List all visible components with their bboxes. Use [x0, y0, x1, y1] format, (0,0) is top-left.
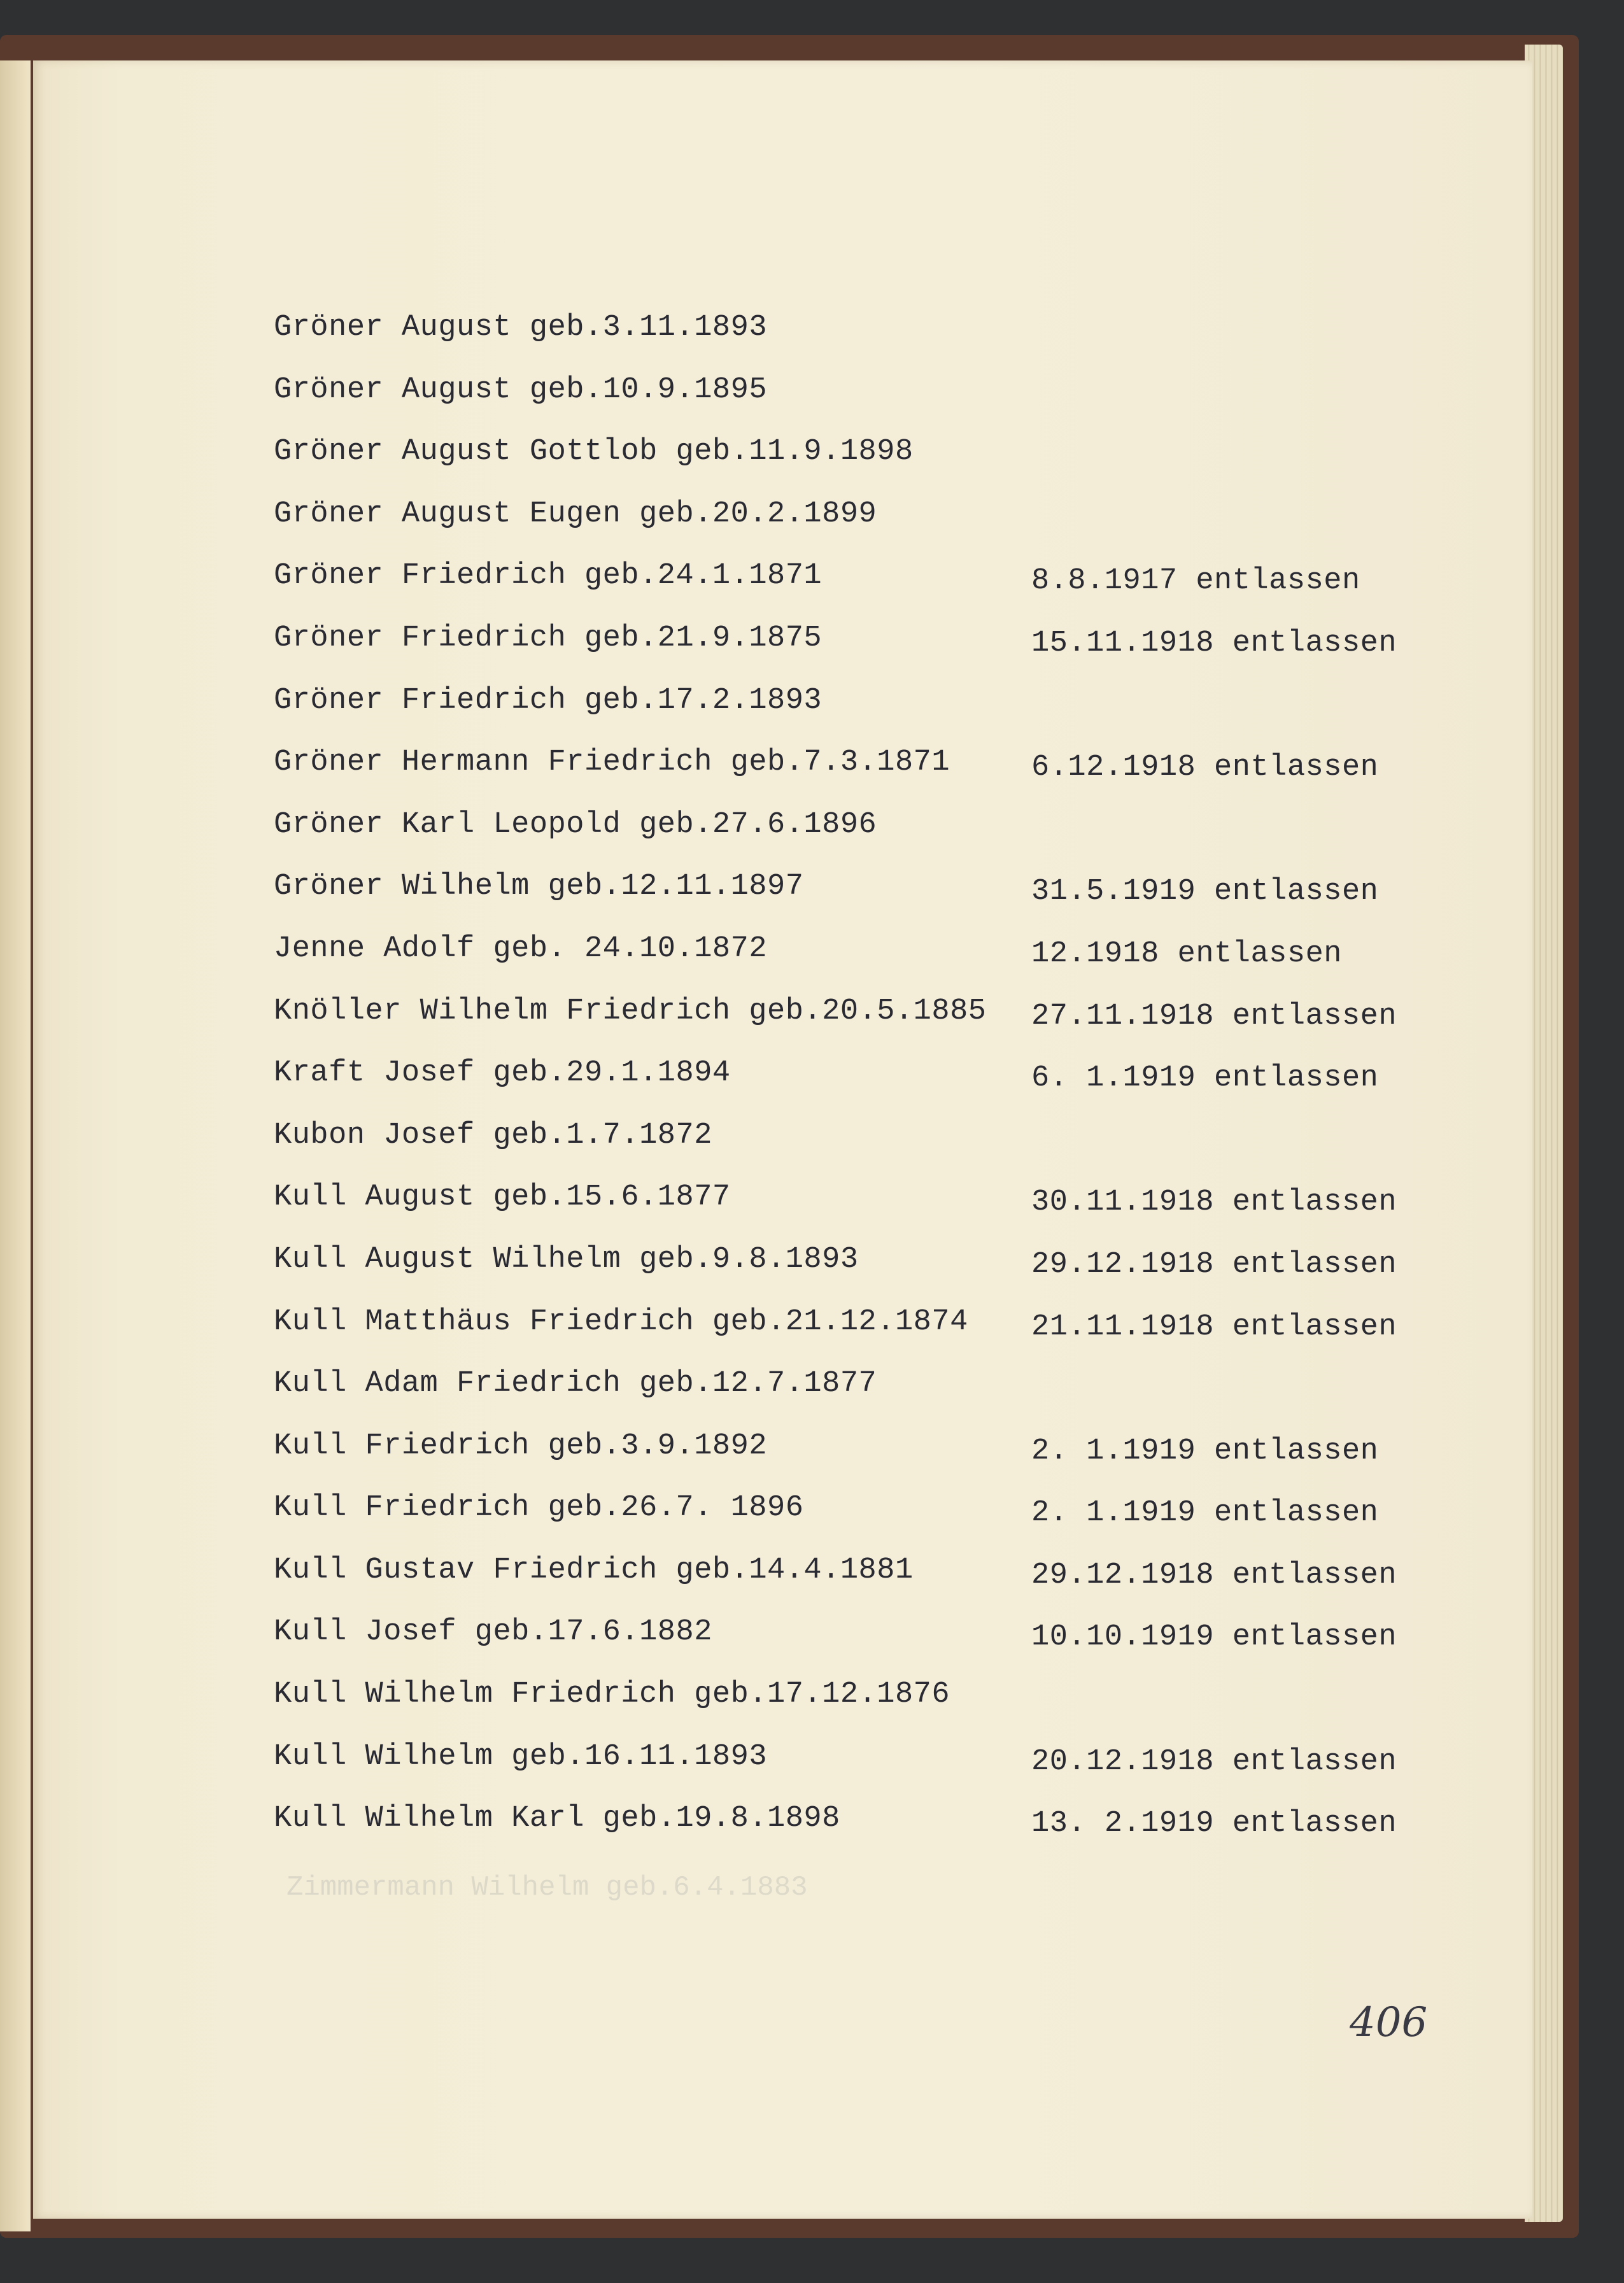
- entry-row: [274, 1243, 1515, 1305]
- folio-number: 406: [1350, 1999, 1428, 2046]
- entry-row: [274, 1305, 1515, 1368]
- entry-name: Kull Adam Friedrich geb.12.7.1877: [274, 1367, 877, 1401]
- entry-row: [274, 373, 1515, 435]
- entry-status: 29.12.1918 entlassen: [1031, 1247, 1397, 1282]
- entry-name: Gröner Karl Leopold geb.27.6.1896: [274, 807, 877, 842]
- entry-status: 30.11.1918 entlassen: [1031, 1185, 1397, 1220]
- entry-status: 21.11.1918 entlassen: [1031, 1310, 1397, 1344]
- entry-row: [274, 746, 1515, 808]
- entry-name: Kull Friedrich geb.3.9.1892: [274, 1429, 768, 1463]
- entry-name: Kull August Wilhelm geb.9.8.1893: [274, 1242, 859, 1276]
- entry-row: [274, 1180, 1515, 1243]
- entry-row: [274, 684, 1515, 746]
- entry-status: 8.8.1917 entlassen: [1031, 564, 1360, 598]
- entry-status: 13. 2.1919 entlassen: [1031, 1807, 1397, 1841]
- entry-row: [274, 994, 1515, 1057]
- entry-name: Kull Wilhelm geb.16.11.1893: [274, 1739, 768, 1774]
- entry-row: [274, 497, 1515, 560]
- entry-row: [274, 870, 1515, 932]
- entry-name: Jenne Adolf geb. 24.10.1872: [274, 931, 768, 966]
- entry-row: [274, 1367, 1515, 1429]
- entry-status: 2. 1.1919 entlassen: [1031, 1434, 1379, 1468]
- entry-row: [274, 1119, 1515, 1181]
- entry-name: Gröner August Eugen geb.20.2.1899: [274, 497, 877, 531]
- entry-status: 27.11.1918 entlassen: [1031, 999, 1397, 1033]
- entry-status: 31.5.1919 entlassen: [1031, 875, 1379, 909]
- entry-name: Kull Gustav Friedrich geb.14.4.1881: [274, 1553, 914, 1587]
- entry-status: 15.11.1918 entlassen: [1031, 626, 1397, 660]
- entry-name: Gröner August geb.10.9.1895: [274, 372, 768, 407]
- entry-row: [274, 621, 1515, 684]
- entry-row: [274, 1802, 1515, 1864]
- entry-row: [274, 1056, 1515, 1119]
- entry-name: Kull Matthäus Friedrich geb.21.12.1874: [274, 1304, 968, 1339]
- entry-name: Kull Josef geb.17.6.1882: [274, 1615, 712, 1650]
- entry-name: Kull August geb.15.6.1877: [274, 1180, 731, 1215]
- entry-row: [274, 1740, 1515, 1802]
- entry-name: Gröner Wilhelm geb.12.11.1897: [274, 870, 804, 904]
- entry-row: [274, 311, 1515, 373]
- entry-name: Gröner Friedrich geb.24.1.1871: [274, 559, 823, 593]
- entry-list: [274, 311, 1515, 1864]
- entry-name: Kull Friedrich geb.26.7. 1896: [274, 1491, 804, 1525]
- entry-row: [274, 1678, 1515, 1740]
- entry-name: Gröner Friedrich geb.17.2.1893: [274, 683, 823, 717]
- entry-row: [274, 1491, 1515, 1553]
- entry-name: Gröner Friedrich geb.21.9.1875: [274, 621, 823, 655]
- entry-row: [274, 932, 1515, 994]
- entry-name: Kull Wilhelm Karl geb.19.8.1898: [274, 1802, 840, 1836]
- entry-row: [274, 435, 1515, 497]
- bleed-through-text: Zimmermann Wilhelm geb.6.4.1883: [286, 1872, 808, 1904]
- entry-status: 20.12.1918 entlassen: [1031, 1744, 1397, 1779]
- entry-name: Gröner August Gottlob geb.11.9.1898: [274, 435, 914, 469]
- entry-row: [274, 1615, 1515, 1678]
- entry-status: 29.12.1918 entlassen: [1031, 1558, 1397, 1592]
- entry-name: Kubon Josef geb.1.7.1872: [274, 1118, 712, 1152]
- entry-status: 6. 1.1919 entlassen: [1031, 1061, 1379, 1096]
- facing-page-edge: [0, 60, 31, 2231]
- entry-name: Kull Wilhelm Friedrich geb.17.12.1876: [274, 1678, 950, 1712]
- entry-name: Knöller Wilhelm Friedrich geb.20.5.1885: [274, 994, 987, 1028]
- entry-row: [274, 808, 1515, 870]
- entry-status: 6.12.1918 entlassen: [1031, 751, 1379, 785]
- entry-status: 2. 1.1919 entlassen: [1031, 1496, 1379, 1530]
- entry-row: [274, 1553, 1515, 1616]
- entry-status: 12.1918 entlassen: [1031, 937, 1342, 971]
- entry-name: Gröner Hermann Friedrich geb.7.3.1871: [274, 746, 950, 780]
- entry-name: Gröner August geb.3.11.1893: [274, 311, 768, 344]
- entry-row: [274, 1429, 1515, 1492]
- entry-status: 10.10.1919 entlassen: [1031, 1620, 1397, 1655]
- entry-row: [274, 559, 1515, 621]
- entry-name: Kraft Josef geb.29.1.1894: [274, 1056, 731, 1091]
